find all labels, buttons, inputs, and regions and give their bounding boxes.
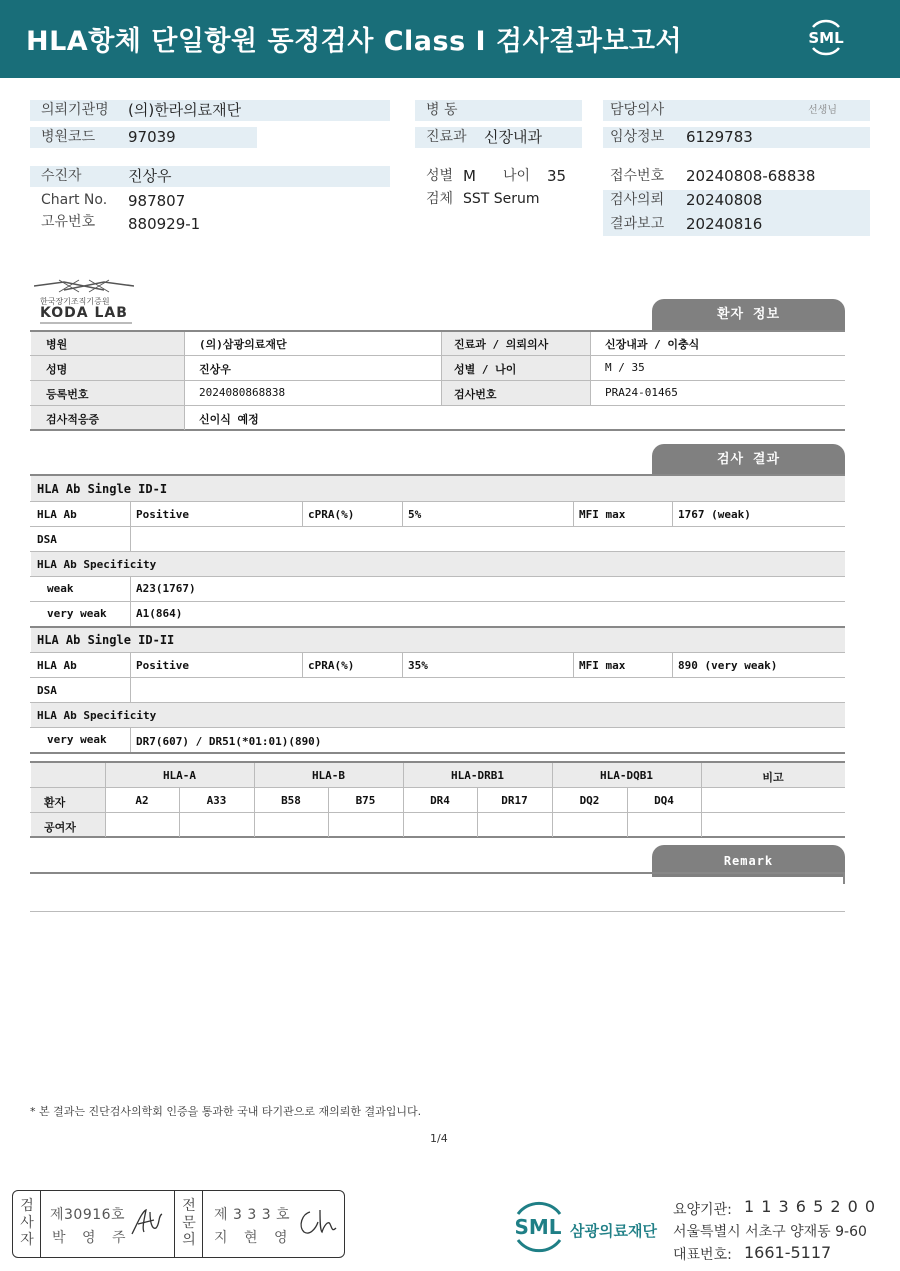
hla-dqb1-header: HLA-DQB1 <box>600 769 653 782</box>
hla-a-header: HLA-A <box>162 769 197 782</box>
results-tab: 검사 결과 <box>652 444 845 476</box>
org-code-label: 요양기관: <box>673 1202 732 1218</box>
dept-doctor-value: 신장내과 / 이충식 <box>605 338 700 351</box>
row-divider <box>30 601 845 602</box>
page-number: 1/4 <box>430 1132 448 1145</box>
row-divider <box>30 652 845 653</box>
receipt-label: 접수번호 <box>610 168 665 184</box>
class2-mfi-value: 890 (very weak) <box>678 659 778 672</box>
col-divider <box>441 332 442 405</box>
doctor-suffix: 선생님 <box>808 105 837 116</box>
dept-doctor-label: 진료과 / 의뢰의사 <box>454 338 549 351</box>
sig-divider <box>40 1191 41 1257</box>
row-divider <box>30 787 845 788</box>
remark-bottom-line <box>30 911 845 912</box>
patient-label: 수진자 <box>41 168 82 184</box>
signature-1-icon <box>128 1204 168 1240</box>
ward-label: 병 동 <box>426 102 458 118</box>
remark-tab: Remark <box>652 845 845 877</box>
row-divider <box>30 727 845 728</box>
class1-mfi-label: MFI max <box>579 508 626 521</box>
remark-top-rule <box>30 872 845 874</box>
class2-ab-value: Positive <box>136 659 189 672</box>
hla-cell: B75 <box>355 794 376 807</box>
hla-b-header: HLA-B <box>311 769 346 782</box>
sex-label: 성별 <box>426 168 454 184</box>
sig1-label: 검 사 자 <box>20 1198 34 1248</box>
hla-drb1-header: HLA-DRB1 <box>451 769 504 782</box>
col-divider <box>130 577 131 627</box>
org-name: 삼광의료재단 <box>570 1222 657 1240</box>
hla-patient-label: 환자 <box>44 796 66 809</box>
sml-logo <box>803 14 849 60</box>
class1-ab-label: HLA Ab <box>37 508 77 521</box>
hla-cell: DR17 <box>501 794 528 807</box>
report-value: 20240816 <box>686 215 763 233</box>
org-logo-text: SML <box>514 1215 562 1239</box>
footer-note: * 본 결과는 진단검사의학회 인증을 통과한 국내 타기관으로 재의뢰한 결과입니다. <box>30 1105 422 1118</box>
sml-logo-text: SML <box>808 29 844 47</box>
hla-table-bottom-rule <box>30 836 845 838</box>
clinical-label: 임상정보 <box>610 129 665 145</box>
col-divider <box>184 332 185 430</box>
test-no-value: PRA24-01465 <box>605 386 678 399</box>
row-divider <box>30 405 845 406</box>
class2-spec-title: HLA Ab Specificity <box>37 709 157 722</box>
koda-kor-text: 한국장기조직기증원 <box>40 297 110 306</box>
class1-title: HLA Ab Single ID-I <box>37 482 168 496</box>
koda-underline <box>40 322 132 324</box>
class1-very-weak-label: very weak <box>47 607 107 620</box>
class1-weak-value: A23(1767) <box>136 582 196 595</box>
age-label: 나이 <box>503 168 531 184</box>
indication-label: 검사적응증 <box>46 413 100 426</box>
class1-weak-label: weak <box>47 582 74 595</box>
sig1-license: 제30916호 <box>50 1207 126 1223</box>
sex-value: M <box>463 167 476 185</box>
koda-name: KODA LAB <box>40 305 128 321</box>
sig2-license: 제 3 3 3 호 <box>214 1207 291 1223</box>
test-no-label: 검사번호 <box>454 388 497 401</box>
patient-box <box>30 166 390 187</box>
sig-divider <box>174 1191 175 1257</box>
sex-age-value: M / 35 <box>605 361 645 374</box>
clinical-value: 6129783 <box>686 128 753 146</box>
hla-cell: A33 <box>206 794 227 807</box>
name-label: 성명 <box>46 363 68 376</box>
hla-donor-label: 공여자 <box>44 821 76 834</box>
name-value: 진상우 <box>199 363 231 376</box>
row-divider <box>30 677 845 678</box>
chart-label: Chart No. <box>41 192 108 208</box>
col-divider <box>573 502 574 526</box>
col-divider <box>302 653 303 677</box>
report-title: HLA항체 단일항원 동정검사 Class I 검사결과보고서 <box>26 26 683 57</box>
class2-very-weak-label: very weak <box>47 733 107 746</box>
hospital-label: 병원 <box>46 338 68 351</box>
col-divider <box>590 332 591 405</box>
registration-value: 2024080868838 <box>199 386 286 399</box>
indication-value: 신이식 예정 <box>199 413 259 426</box>
row-divider <box>30 501 845 502</box>
registration-label: 등록번호 <box>46 388 89 401</box>
hla-cell: B58 <box>281 794 301 807</box>
class2-ab-label: HLA Ab <box>37 659 77 672</box>
remark-edge <box>843 872 845 884</box>
sig1-name: 박 영 주 <box>52 1230 132 1246</box>
class1-spec-title: HLA Ab Specificity <box>37 558 157 571</box>
doctor-label: 담당의사 <box>610 102 665 118</box>
row-divider <box>30 526 845 527</box>
col-divider <box>672 653 673 677</box>
class1-dsa-label: DSA <box>37 533 57 546</box>
results-bottom-rule <box>30 752 845 754</box>
hla-cell: DR4 <box>430 794 450 807</box>
hospital-value: (의)삼광의료재단 <box>199 338 287 351</box>
chart-value: 987807 <box>128 192 186 210</box>
note-header: 비고 <box>762 771 784 784</box>
patient-value: 진상우 <box>128 167 172 185</box>
col-divider <box>402 653 403 677</box>
row-divider <box>30 576 845 577</box>
col-divider <box>573 653 574 677</box>
col-divider <box>402 502 403 526</box>
org-sml-logo <box>508 1198 568 1256</box>
org-code-value: 1 1 3 6 5 2 0 0 <box>744 1197 877 1216</box>
hla-cell: DQ4 <box>654 794 674 807</box>
unique-id-label: 고유번호 <box>41 214 96 230</box>
class2-title: HLA Ab Single ID-II <box>37 633 175 647</box>
patient-info-bottom-rule <box>30 429 845 431</box>
specimen-value: SST Serum <box>463 191 540 207</box>
sig-divider <box>202 1191 203 1257</box>
institution-value: (의)한라의료재단 <box>128 101 242 119</box>
patient-info-tab: 환자 정보 <box>652 299 845 331</box>
class1-mfi-value: 1767 (weak) <box>678 508 751 521</box>
receipt-value: 20240808-68838 <box>686 167 816 185</box>
sig2-name: 지 현 영 <box>214 1230 294 1246</box>
row-divider <box>30 380 845 381</box>
row-divider <box>30 355 845 356</box>
class2-mfi-label: MFI max <box>579 659 626 672</box>
class2-dsa-label: DSA <box>37 684 57 697</box>
class2-cpra-label: cPRA(%) <box>308 659 355 672</box>
org-address: 서울특별시 서초구 양재동 9-60 <box>673 1224 867 1240</box>
hla-cell: A2 <box>135 794 149 807</box>
col-divider <box>302 502 303 526</box>
class1-very-weak-value: A1(864) <box>136 607 183 620</box>
sig2-label: 전 문 의 <box>182 1198 196 1248</box>
hospital-code-value: 97039 <box>128 128 176 146</box>
class1-cpra-value: 5% <box>408 508 422 521</box>
hospital-code-label: 병원코드 <box>41 129 96 145</box>
specimen-label: 검체 <box>426 191 454 207</box>
class2-very-weak-value: DR7(607) / DR51(*01:01)(890) <box>136 735 322 748</box>
report-label: 결과보고 <box>610 216 665 232</box>
class2-cpra-value: 35% <box>408 659 428 672</box>
org-phone-value: 1661-5117 <box>744 1243 832 1262</box>
hla-cell: DQ2 <box>579 794 600 807</box>
unique-id-value: 880929-1 <box>128 215 201 233</box>
col-divider <box>130 728 131 753</box>
age-value: 35 <box>547 167 567 185</box>
request-label: 검사의뢰 <box>610 192 665 208</box>
institution-label: 의뢰기관명 <box>41 102 109 118</box>
sex-age-label: 성별 / 나이 <box>454 363 517 376</box>
col-divider <box>672 502 673 526</box>
signature-2-icon <box>294 1206 338 1240</box>
dept-value: 신장내과 <box>484 128 542 146</box>
class1-ab-value: Positive <box>136 508 189 521</box>
dept-label: 진료과 <box>426 129 467 145</box>
class1-cpra-label: cPRA(%) <box>308 508 355 521</box>
request-value: 20240808 <box>686 191 763 209</box>
koda-logo-icon <box>34 278 134 294</box>
row-divider <box>30 812 845 813</box>
org-phone-label: 대표번호: <box>673 1247 732 1263</box>
